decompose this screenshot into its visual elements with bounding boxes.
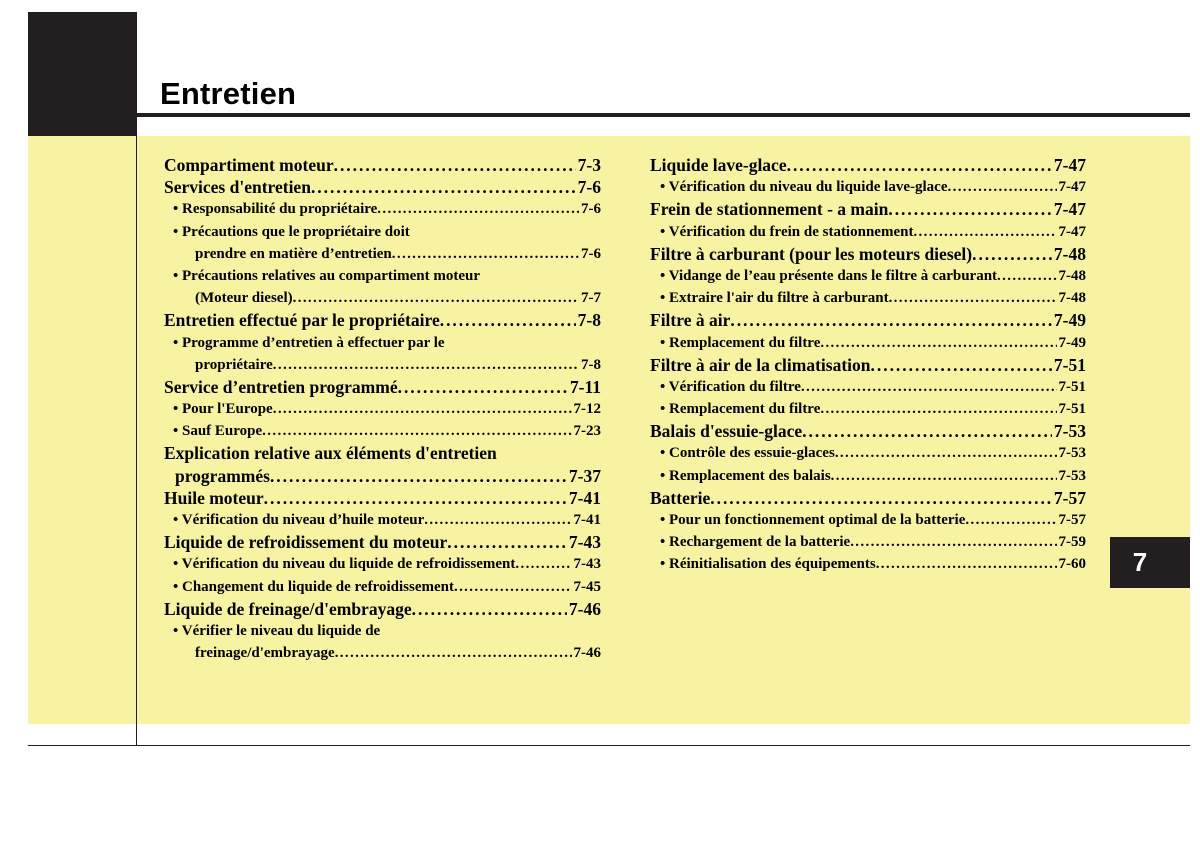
dot-leader xyxy=(392,243,579,265)
dot-leader xyxy=(424,509,571,531)
toc-entry-label: Frein de stationnement - a main xyxy=(650,199,889,220)
dot-leader xyxy=(311,176,576,198)
toc-entry-page: 7-53 xyxy=(1058,445,1086,462)
toc-entry-label: • Remplacement du filtre xyxy=(660,401,821,418)
toc-entry-label: • Vérification du niveau d’huile moteur xyxy=(173,512,425,528)
toc-entry-label: • Contrôle des essuie-glaces xyxy=(660,445,835,462)
toc-entry-page: 7-3 xyxy=(577,155,601,175)
toc-entry[interactable] xyxy=(650,287,1086,309)
toc-entry[interactable] xyxy=(650,309,1086,331)
toc-entry-label: Liquide lave-glace xyxy=(650,155,787,175)
toc-entry-page: 7-47 xyxy=(1058,223,1086,240)
dot-leader xyxy=(889,287,1057,309)
toc-entry[interactable] xyxy=(164,531,601,553)
toc-entry-page: 7-8 xyxy=(577,310,601,331)
toc-entry[interactable] xyxy=(164,398,601,420)
chapter-header-block xyxy=(28,12,137,136)
toc-entry[interactable] xyxy=(650,531,1086,553)
toc-entry-page: 7-53 xyxy=(1058,467,1086,484)
dot-leader xyxy=(831,465,1057,487)
toc-left-column xyxy=(164,154,601,664)
toc-entry[interactable] xyxy=(164,176,601,198)
toc-entry[interactable] xyxy=(650,465,1086,487)
toc-entry-page: 7-57 xyxy=(1058,512,1086,528)
toc-entry-label: • Vidange de l’eau présente dans le filtre à carburant xyxy=(660,267,998,284)
toc-entry-label: • Extraire l'air du filtre à carburant xyxy=(660,290,889,307)
toc-entry-label: • Remplacement des balais xyxy=(660,467,831,484)
toc-entry-page: 7-47 xyxy=(1053,199,1086,220)
dot-leader xyxy=(273,354,579,376)
toc-entry[interactable] xyxy=(650,487,1086,509)
dot-leader xyxy=(972,243,1052,265)
toc-entry[interactable] xyxy=(650,442,1086,464)
toc-entry-label: • Sauf Europe xyxy=(173,423,263,440)
dot-leader xyxy=(820,332,1056,354)
toc-entry-label: Liquide de refroidissement du moteur xyxy=(164,532,448,553)
toc-entry-page: 7-47 xyxy=(1058,179,1086,196)
toc-entry-label: Service d’entretien programmé xyxy=(164,376,398,397)
toc-entry-page: 7-48 xyxy=(1058,290,1086,307)
dot-leader xyxy=(335,642,572,664)
toc-entry[interactable] xyxy=(650,198,1086,220)
toc-entry[interactable] xyxy=(650,420,1086,442)
dot-leader xyxy=(876,553,1057,575)
dot-leader xyxy=(262,420,571,442)
toc-entry-page: 7-51 xyxy=(1053,354,1086,375)
toc-entry-label: • Programme d’entretien à effectuer par le xyxy=(173,334,445,351)
toc-entry-label: Services d'entretien xyxy=(164,177,311,198)
dot-leader xyxy=(730,309,1052,331)
toc-entry[interactable] xyxy=(164,553,601,575)
toc-right-column xyxy=(650,154,1086,576)
toc-entry[interactable] xyxy=(164,154,601,176)
margin-panel xyxy=(28,136,137,724)
toc-entry-label: • Rechargement de la batterie xyxy=(660,534,851,551)
toc-entry-page: 7-37 xyxy=(568,465,601,486)
dot-leader xyxy=(273,398,572,420)
dot-leader xyxy=(997,265,1056,287)
toc-entry-page: 7-48 xyxy=(1058,267,1086,284)
toc-entry-label: • Pour un fonctionnement optimal de la batterie xyxy=(660,512,966,528)
toc-entry-label: • Vérification du frein de stationnement xyxy=(660,223,914,240)
toc-entry-label: • Responsabilité du propriétaire xyxy=(173,201,378,218)
dot-leader xyxy=(820,398,1056,420)
dot-leader xyxy=(801,376,1057,398)
dot-leader xyxy=(948,176,1057,198)
toc-entry-page: 7-45 xyxy=(573,578,601,595)
dot-leader xyxy=(710,487,1052,509)
page-title: Entretien xyxy=(160,76,297,111)
toc-entry[interactable] xyxy=(164,332,601,354)
toc-entry[interactable] xyxy=(164,598,601,620)
toc-entry[interactable] xyxy=(164,487,601,509)
toc-entry[interactable] xyxy=(650,176,1086,198)
toc-entry-label: propriétaire xyxy=(195,356,273,373)
dot-leader xyxy=(965,509,1056,531)
dot-leader xyxy=(835,442,1057,464)
toc-entry[interactable] xyxy=(650,398,1086,420)
toc-entry[interactable] xyxy=(164,198,601,220)
toc-entry[interactable] xyxy=(164,265,601,287)
toc-entry-label: Balais d'essuie-glace xyxy=(650,421,803,442)
toc-entry-page: 7-6 xyxy=(581,245,601,262)
toc-entry[interactable] xyxy=(650,354,1086,376)
toc-entry[interactable] xyxy=(164,576,601,598)
toc-entry-page: 7-43 xyxy=(573,556,601,573)
toc-entry-label: (Moteur diesel) xyxy=(195,290,293,307)
toc-entry-page: 7-41 xyxy=(568,487,601,508)
dot-leader xyxy=(377,198,579,220)
dot-leader xyxy=(515,553,571,575)
toc-entry-page: 7-57 xyxy=(1053,487,1086,508)
dot-leader xyxy=(412,598,567,620)
toc-entry-page: 7-49 xyxy=(1053,310,1086,331)
toc-entry[interactable] xyxy=(650,243,1086,265)
toc-entry-page: 7-23 xyxy=(573,423,601,440)
toc-entry[interactable] xyxy=(164,221,601,243)
toc-entry-label: freinage/d'embrayage xyxy=(195,645,335,662)
dot-leader xyxy=(334,154,576,176)
toc-entry-label: • Changement du liquide de refroidissement xyxy=(173,578,454,595)
toc-entry-label: Entretien effectué par le propriétaire xyxy=(164,310,440,331)
toc-entry-label: • Vérification du niveau du liquide lave-glace xyxy=(660,179,948,196)
toc-entry-label: • Remplacement du filtre xyxy=(660,334,821,351)
dot-leader xyxy=(293,287,579,309)
toc-entry-label: • Vérification du niveau du liquide de refroidissement xyxy=(173,556,516,573)
toc-entry-label: Huile moteur xyxy=(164,487,264,508)
toc-entry-label: Filtre à carburant (pour les moteurs diesel) xyxy=(650,243,973,264)
toc-entry-label: • Réinitialisation des équipements xyxy=(660,556,876,573)
toc-entry-page: 7-46 xyxy=(573,645,601,662)
toc-entry[interactable] xyxy=(164,465,601,487)
toc-entry-page: 7-8 xyxy=(581,356,601,373)
toc-entry[interactable] xyxy=(164,620,601,642)
toc-entry[interactable] xyxy=(650,509,1086,531)
toc-entry-page: 7-53 xyxy=(1053,421,1086,442)
toc-entry-label: • Vérifier le niveau du liquide de xyxy=(173,622,381,639)
toc-entry-page: 7-41 xyxy=(573,512,601,528)
toc-entry-page: 7-43 xyxy=(568,532,601,553)
toc-entry[interactable] xyxy=(164,509,601,531)
dot-leader xyxy=(270,465,567,487)
toc-entry-label: Explication relative aux éléments d'entretien xyxy=(164,443,497,464)
toc-entry-page: 7-51 xyxy=(1058,401,1086,418)
toc-entry-label: • Vérification du filtre xyxy=(660,378,801,395)
toc-entry[interactable] xyxy=(650,332,1086,354)
toc-entry-label: • Précautions que le propriétaire doit xyxy=(173,223,410,240)
toc-entry[interactable] xyxy=(164,309,601,331)
toc-entry[interactable] xyxy=(164,376,601,398)
dot-leader xyxy=(264,487,567,509)
chapter-number-tab[interactable]: 7 xyxy=(1110,537,1190,588)
toc-entry-page: 7-46 xyxy=(568,598,601,619)
toc-entry-label: • Précautions relatives au compartiment moteur xyxy=(173,267,480,284)
toc-entry[interactable] xyxy=(164,442,601,464)
dot-leader xyxy=(440,309,576,331)
toc-entry-label: Liquide de freinage/d'embrayage xyxy=(164,598,412,619)
toc-entry-label: programmés xyxy=(175,465,270,486)
toc-entry[interactable] xyxy=(164,420,601,442)
dot-leader xyxy=(802,420,1052,442)
toc-entry-page: 7-47 xyxy=(1053,155,1086,175)
toc-entry[interactable] xyxy=(164,287,601,309)
toc-entry-label: • Pour l'Europe xyxy=(173,401,273,418)
bottom-rule xyxy=(28,745,1190,746)
toc-entry[interactable] xyxy=(650,553,1086,575)
toc-entry[interactable] xyxy=(650,221,1086,243)
toc-entry[interactable] xyxy=(650,154,1086,176)
toc-entry-label: Batterie xyxy=(650,487,711,508)
toc-entry-page: 7-59 xyxy=(1058,534,1086,551)
toc-entry-page: 7-48 xyxy=(1053,243,1086,264)
toc-entry-label: Filtre à air xyxy=(650,310,731,331)
toc-entry-page: 7-6 xyxy=(577,177,601,198)
toc-entry[interactable] xyxy=(164,642,601,664)
toc-entry-page: 7-12 xyxy=(573,401,601,418)
toc-entry-label: Filtre à air de la climatisation xyxy=(650,354,871,375)
title-rule xyxy=(137,113,1190,117)
toc-entry-label: prendre en matière d’entretien xyxy=(195,245,392,262)
toc-entry[interactable] xyxy=(164,354,601,376)
dot-leader xyxy=(398,376,568,398)
toc-entry-page: 7-7 xyxy=(581,290,601,307)
toc-entry[interactable] xyxy=(650,376,1086,398)
toc-entry-page: 7-11 xyxy=(569,376,601,397)
toc-entry[interactable] xyxy=(164,243,601,265)
toc-entry[interactable] xyxy=(650,265,1086,287)
toc-entry-page: 7-60 xyxy=(1058,556,1086,573)
dot-leader xyxy=(454,576,572,598)
dot-leader xyxy=(888,198,1052,220)
toc-entry-page: 7-51 xyxy=(1058,378,1086,395)
toc-entry-label: Compartiment moteur xyxy=(164,155,334,175)
dot-leader xyxy=(447,531,567,553)
dot-leader xyxy=(871,354,1052,376)
toc-entry-page: 7-49 xyxy=(1058,334,1086,351)
dot-leader xyxy=(787,154,1052,176)
margin-rule xyxy=(136,136,137,746)
dot-leader xyxy=(850,531,1056,553)
toc-entry-page: 7-6 xyxy=(581,201,601,218)
dot-leader xyxy=(913,221,1056,243)
